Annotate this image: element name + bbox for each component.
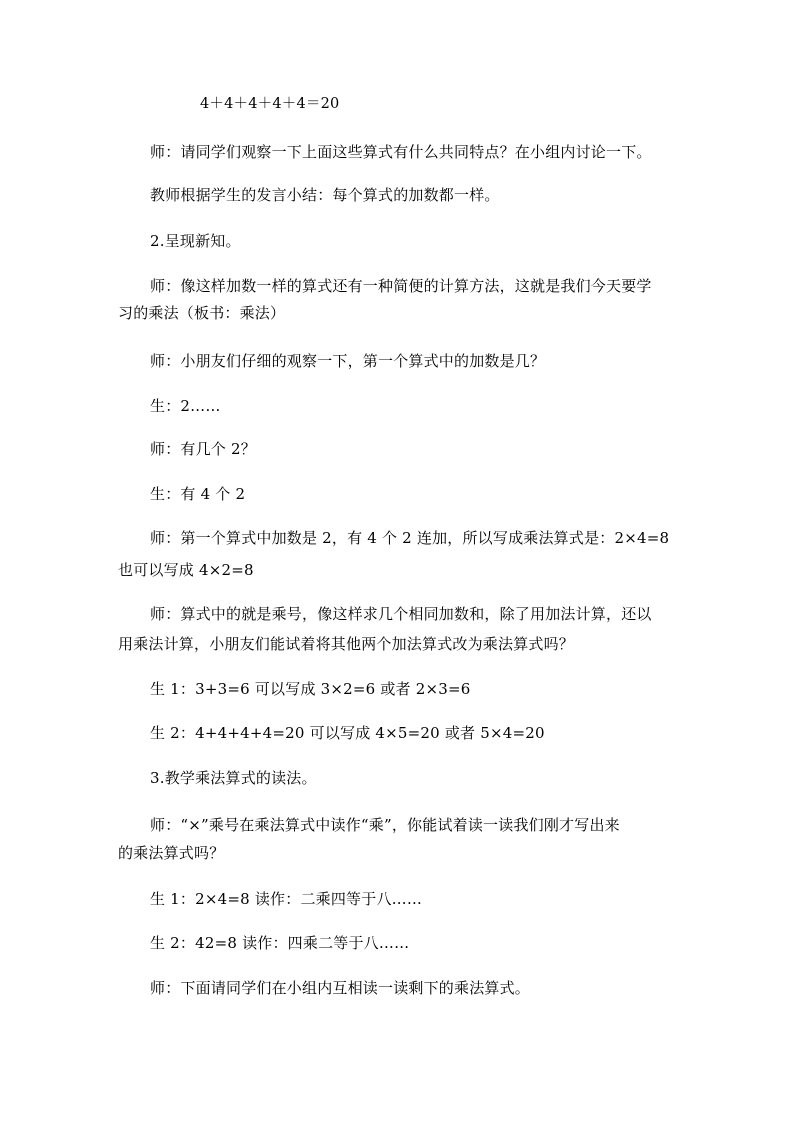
- student-line: 生 1：2×4=8 读作：二乘四等于八……: [150, 890, 423, 908]
- teacher-line: 师：像这样加数一样的算式还有一种简便的计算方法，这就是我们今天要学: [150, 277, 652, 295]
- student-line: 生 2：42=8 读作：四乘二等于八……: [150, 934, 410, 952]
- teacher-line-continued: 的乘法算式吗？: [118, 844, 225, 862]
- section-heading: 2.呈现新知。: [150, 232, 241, 250]
- teacher-line: 师：请同学们观察一下上面这些算式有什么共同特点？在小组内讨论一下。: [150, 143, 652, 161]
- student-line: 生：有 4 个 2: [150, 485, 246, 503]
- teacher-line: 师：小朋友们仔细的观察一下，第一个算式中的加数是几？: [150, 352, 546, 370]
- summary-line: 教师根据学生的发言小结：每个算式的加数都一样。: [150, 186, 500, 204]
- teacher-line: 师：“×”乘号在乘法算式中读作“乘”，你能试着读一读我们刚才写出来: [150, 816, 620, 834]
- student-line: 生 1：3+3=6 可以写成 3×2=6 或者 2×3=6: [150, 680, 471, 698]
- student-line: 生 2：4+4+4+4=20 可以写成 4×5=20 或者 5×4=20: [150, 724, 545, 742]
- teacher-line-continued: 也可以写成 4×2=8: [118, 561, 254, 579]
- teacher-line: 师：第一个算式中加数是 2，有 4 个 2 连加，所以写成乘法算式是：2×4=8: [150, 529, 670, 547]
- section-heading: 3.教学乘法算式的读法。: [150, 769, 317, 787]
- teacher-line-continued: 习的乘法（板书：乘法）: [118, 304, 286, 322]
- teacher-line-continued: 用乘法计算，小朋友们能试着将其他两个加法算式改为乘法算式吗？: [118, 635, 575, 653]
- teacher-line: 师：算式中的就是乘号，像这样求几个相同加数和，除了用加法计算，还以: [150, 605, 652, 623]
- teacher-line: 师：下面请同学们在小组内互相读一读剩下的乘法算式。: [150, 979, 531, 997]
- teacher-line: 师：有几个 2？: [150, 440, 256, 458]
- addition-equation: 4＋4＋4＋4＋4＝20: [200, 96, 340, 112]
- student-line: 生：2……: [150, 397, 221, 415]
